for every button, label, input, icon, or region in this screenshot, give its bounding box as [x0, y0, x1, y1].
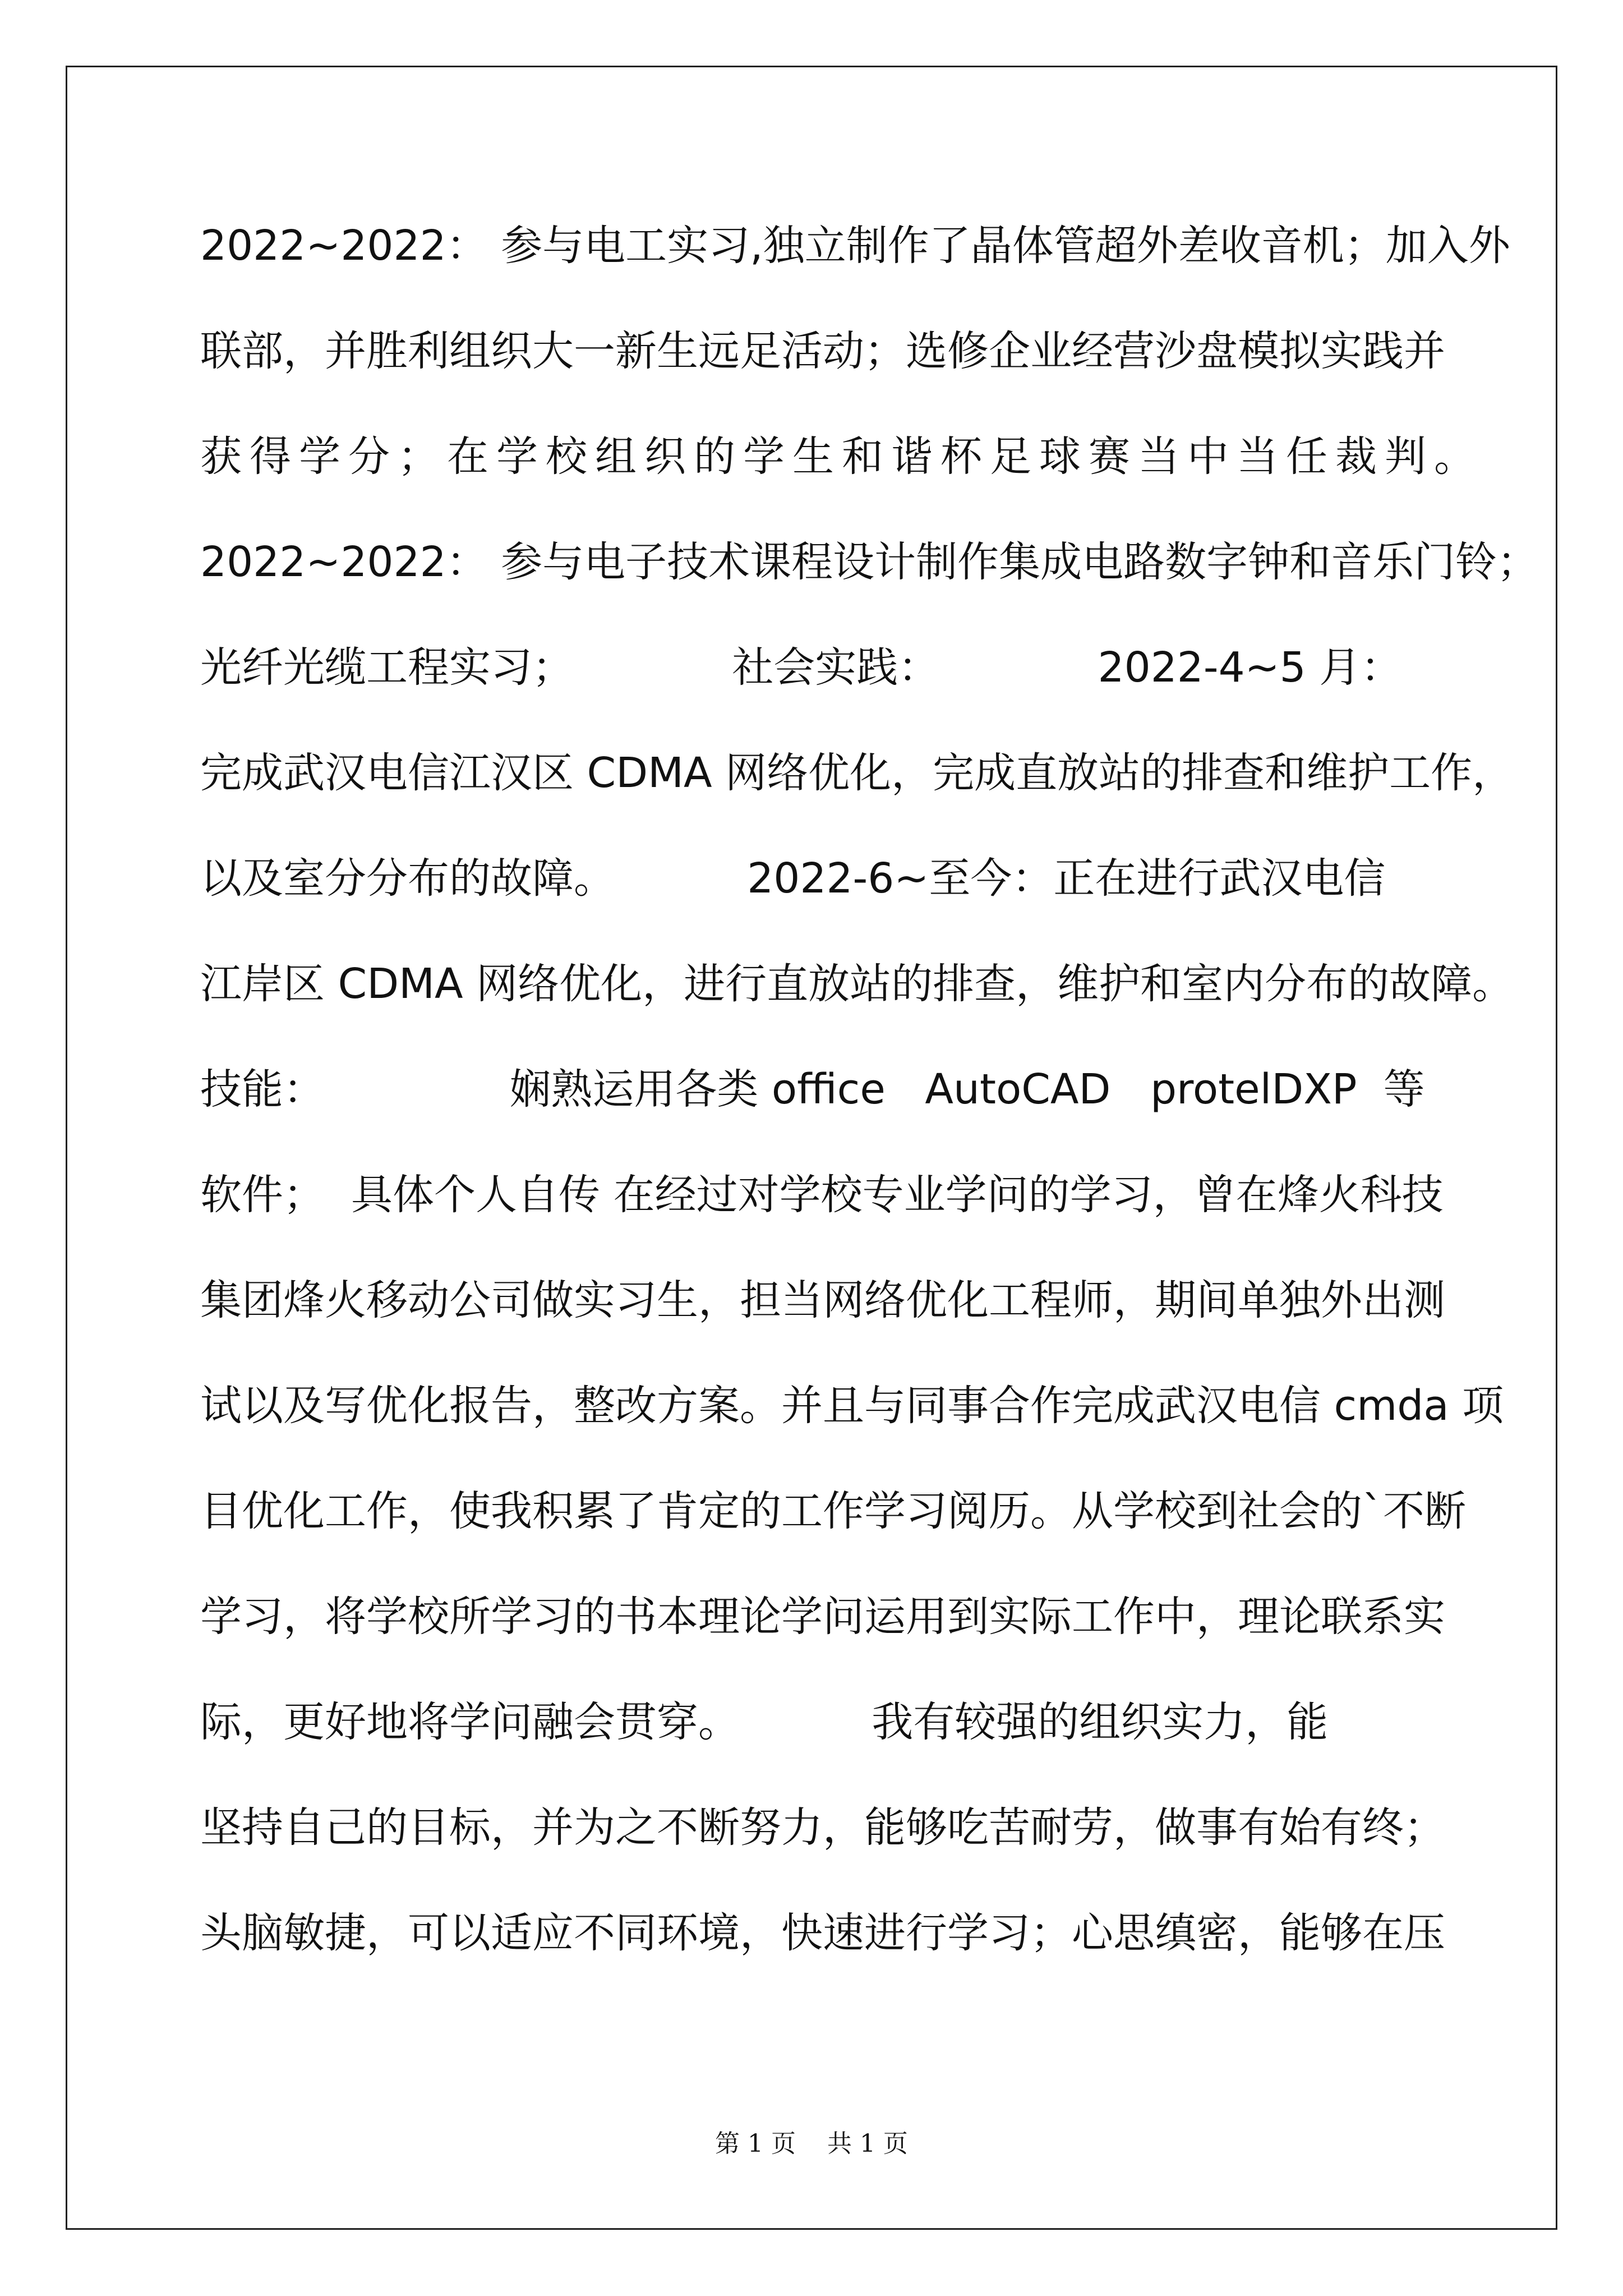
text-line: 坚持自己的目标，并为之不断努力，能够吃苦耐劳，做事有始有终； — [200, 1803, 1445, 1852]
text-line: 软件； 具体个人自传 在经过对学校专业学问的学习，曾在烽火科技 — [200, 1171, 1444, 1219]
text-line: 目优化工作，使我积累了肯定的工作学习阅历。从学校到社会的`不断 — [200, 1487, 1466, 1535]
text-line: 集团烽火移动公司做实习生，担当网络优化工程师，期间单独外出测 — [200, 1276, 1445, 1324]
text-line: 完成武汉电信江汉区 CDMA 网络优化，完成直放站的排查和维护工作， — [200, 749, 1514, 797]
text-line: 以及室分分布的故障。 2022-6~至今：正在进行武汉电信 — [200, 854, 1386, 903]
text-line: 获得学分；在学校组织的学生和谐杯足球赛当中当任裁判。 — [200, 432, 1483, 481]
text-line: 江岸区 CDMA 网络优化，进行直放站的排查，维护和室内分布的故障。 — [200, 960, 1514, 1008]
text-line: 学习，将学校所学习的书本理论学问运用到实际工作中，理论联系实 — [200, 1593, 1445, 1641]
text-line: 光纤光缆工程实习； 社会实践： 2022-4~5 月： — [200, 643, 1403, 692]
document-body — [200, 212, 1539, 2005]
text-line: 联部，并胜利组织大一新生远足活动；选修企业经营沙盘模拟实践并 — [200, 327, 1445, 375]
text-line: 试以及写优化报告，整改方案。并且与同事合作完成武汉电信 cmda 项 — [200, 1382, 1504, 1430]
text-line: 2022~2022： 参与电子技术课程设计制作集成电路数字钟和音乐门铃； — [200, 538, 1539, 586]
page-number-footer: 第 1 页 共 1 页 — [715, 2129, 908, 2158]
text-line: 技能： 娴熟运用各类 office AutoCAD protelDXP 等 — [200, 1065, 1425, 1114]
text-line: 2022~2022： 参与电工实习,独立制作了晶体管超外差收音机；加入外 — [200, 222, 1510, 270]
text-line: 际，更好地将学问融会贯穿。 我有较强的组织实力，能 — [200, 1698, 1329, 1746]
text-line: 头脑敏捷，可以适应不同环境，快速进行学习；心思缜密，能够在压 — [200, 1909, 1445, 1957]
